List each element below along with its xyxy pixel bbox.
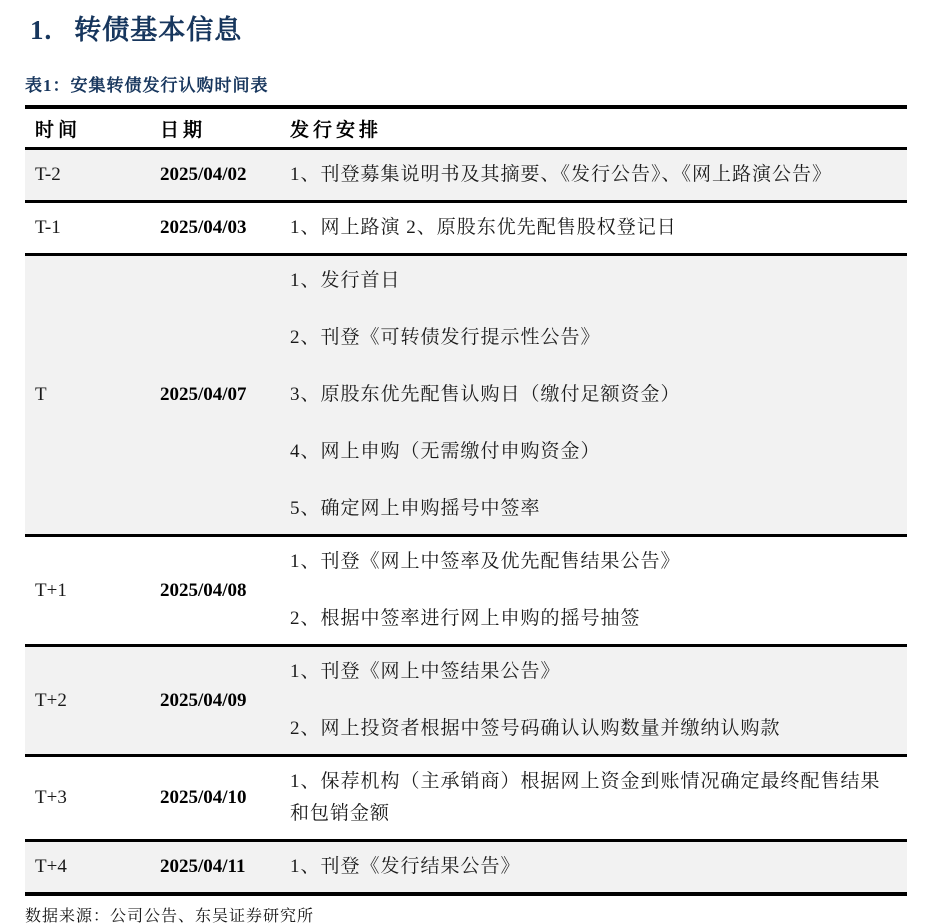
- section-number: 1.: [30, 15, 53, 45]
- table-header-row: [25, 107, 907, 149]
- arrangement-item: 3、原股东优先配售认购日（缴付足额资金）: [290, 384, 681, 405]
- date-cell: 2025/04/02: [160, 164, 247, 185]
- arrangement-item: 4、网上申购（无需缴付申购资金）: [290, 441, 601, 462]
- arrangement-item: 1、刊登募集说明书及其摘要、《发行公告》、《网上路演公告》: [290, 164, 833, 185]
- table-caption: 表1：安集转债发行认购时间表: [25, 76, 269, 95]
- table-row-t-minus-2: [25, 149, 907, 202]
- date-cell: 2025/04/11: [160, 856, 246, 877]
- arrangement-item: 2、根据中签率进行网上申购的摇号抽签: [290, 608, 641, 629]
- arrangement-item: 1、保荐机构（主承销商）根据网上资金到账情况确定最终配售结果和包销金额: [290, 771, 881, 824]
- arrangement-item: 2、网上投资者根据中签号码确认认购数量并缴纳认购款: [290, 718, 781, 739]
- arrangement-item: 1、刊登《发行结果公告》: [290, 856, 521, 877]
- table-row-t-plus-3: [25, 756, 907, 841]
- column-header-date: 日期: [160, 120, 207, 141]
- arrangement-item: 2、刊登《可转债发行提示性公告》: [290, 327, 601, 348]
- date-cell: 2025/04/10: [160, 787, 247, 808]
- time-cell: T-2: [35, 164, 61, 185]
- time-cell: T: [35, 384, 47, 405]
- date-cell: 2025/04/09: [160, 689, 247, 711]
- table-row-t-minus-1: [25, 202, 907, 255]
- arrangement-cell: [280, 841, 907, 895]
- date-cell: 2025/04/07: [160, 384, 247, 405]
- column-header-time: 时间: [35, 120, 82, 141]
- arrangement-item: 1、网上路演 2、原股东优先配售股权登记日: [290, 217, 677, 238]
- arrangement-cell: [280, 255, 907, 536]
- issuance-timetable: [25, 105, 907, 896]
- arrangement-item: 1、刊登《网上中签率及优先配售结果公告》: [290, 551, 681, 572]
- time-cell: T-1: [35, 217, 61, 238]
- arrangement-cell: [280, 646, 907, 756]
- section-title-text: 转债基本信息: [74, 15, 243, 45]
- column-header-arrangement: 发行安排: [290, 120, 383, 141]
- arrangement-item: 5、确定网上申购摇号中签率: [290, 498, 541, 519]
- time-cell: T+3: [35, 787, 67, 808]
- time-cell: T+2: [35, 689, 67, 711]
- time-cell: T+1: [35, 579, 67, 601]
- arrangement-cell: [280, 536, 907, 646]
- date-cell: 2025/04/03: [160, 217, 247, 238]
- table-row-t-plus-1: [25, 536, 907, 646]
- date-cell: 2025/04/08: [160, 579, 247, 601]
- arrangement-item: 1、刊登《网上中签结果公告》: [290, 661, 561, 682]
- time-cell: T+4: [35, 856, 67, 877]
- data-source-note: 数据来源：公司公告、东吴证券研究所: [25, 908, 315, 924]
- arrangement-item: 1、发行首日: [290, 270, 401, 291]
- arrangement-cell: [280, 756, 907, 841]
- arrangement-cell: [280, 149, 907, 202]
- section-title: [30, 8, 932, 47]
- table-row-t-plus-2: [25, 646, 907, 756]
- arrangement-cell: [280, 202, 907, 255]
- table-row-t-plus-4: [25, 841, 907, 895]
- table-row-t: [25, 255, 907, 536]
